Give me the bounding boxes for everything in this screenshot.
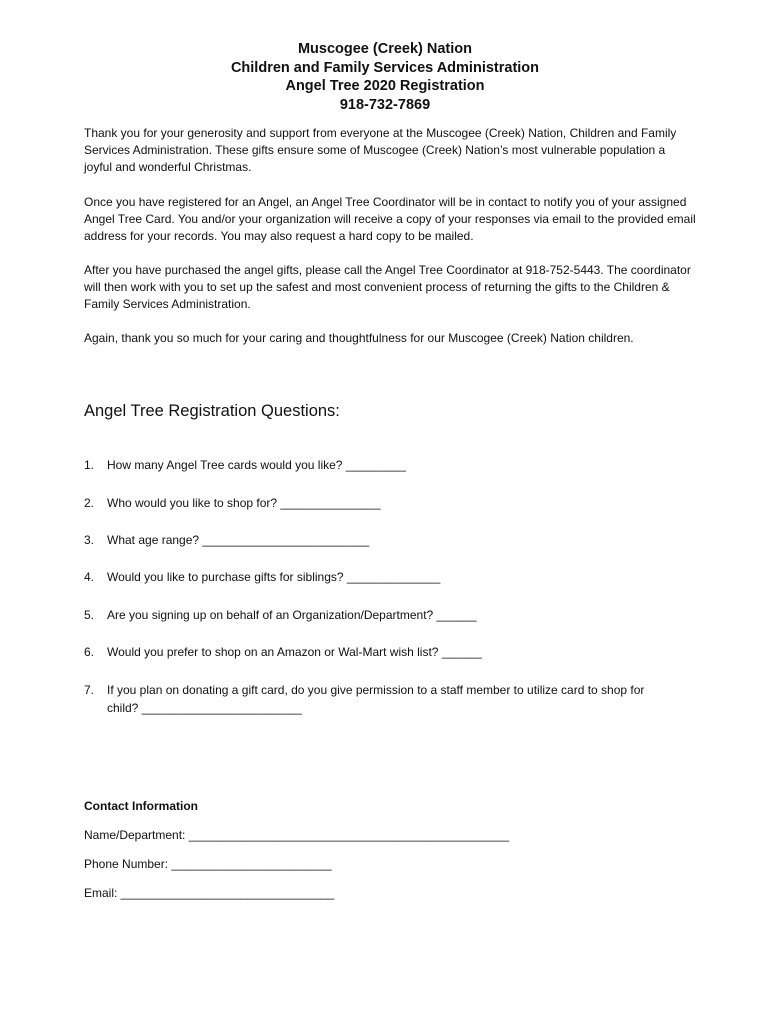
header-phone: 918-732-7869 — [339, 96, 431, 113]
header-title: Angel Tree 2020 Registration — [285, 78, 485, 94]
question-text: Would you prefer to shop on an Amazon or Wal-Mart wish list? ______ — [107, 645, 482, 659]
question-number: 5. — [84, 608, 95, 622]
question-number: 6. — [84, 645, 95, 659]
question-text: Are you signing up on behalf of an Organization/Department? ______ — [107, 608, 477, 622]
question-text: What age range? _________________________ — [107, 533, 370, 547]
header-department: Children and Family Services Administration — [230, 59, 540, 76]
question-text: How many Angel Tree cards would you like? _________ — [107, 458, 406, 472]
question-number: 3. — [84, 533, 95, 547]
email-field: Email: ________________________________ — [84, 886, 335, 900]
intro-paragraph-4: Again, thank you so much for your caring and thoughtfulness for our Muscogee (Creek) Nation children. — [84, 331, 634, 345]
questions-heading: Angel Tree Registration Questions: — [84, 402, 340, 420]
intro-paragraph-2: Once you have registered for an Angel, an Angel Tree Coordinator will be in contact to notify you of your assigned Angel Tree Card. You and/or your organization will receive a copy of your responses via email to the provided email address for your records. You may also request a hard copy to be mailed. — [84, 195, 696, 243]
question-number: 2. — [84, 496, 95, 510]
document-header — [0, 40, 770, 114]
question-text: Would you like to purchase gifts for siblings? ______________ — [107, 570, 441, 584]
question-text: If you plan on donating a gift card, do you give permission to a staff member to utilize card to shop for child? ________________________ — [107, 683, 645, 715]
contact-heading: Contact Information — [84, 799, 198, 813]
name-department-field: Name/Department: ________________________________________________ — [84, 828, 510, 842]
question-number: 4. — [84, 570, 95, 584]
question-text: Who would you like to shop for? _______________ — [107, 496, 381, 510]
intro-paragraph-1: Thank you for your generosity and support from everyone at the Muscogee (Creek) Nation, Children and Family Services Administration. These gifts ensure some of Muscogee (Creek) Nation’s most vulnerable population a joyful and wonderful Christmas. — [84, 126, 677, 174]
question-number: 1. — [84, 458, 95, 472]
question-number: 7. — [84, 683, 95, 697]
intro-paragraph-3: After you have purchased the angel gifts, please call the Angel Tree Coordinator at 918-752-5443. The coordinator will then work with you to set up the safest and most convenient process of returning the gifts to the Children & Family Services Administration. — [84, 263, 691, 311]
phone-number-field: Phone Number: ________________________ — [84, 857, 332, 871]
header-organization: Muscogee (Creek) Nation — [297, 41, 473, 57]
